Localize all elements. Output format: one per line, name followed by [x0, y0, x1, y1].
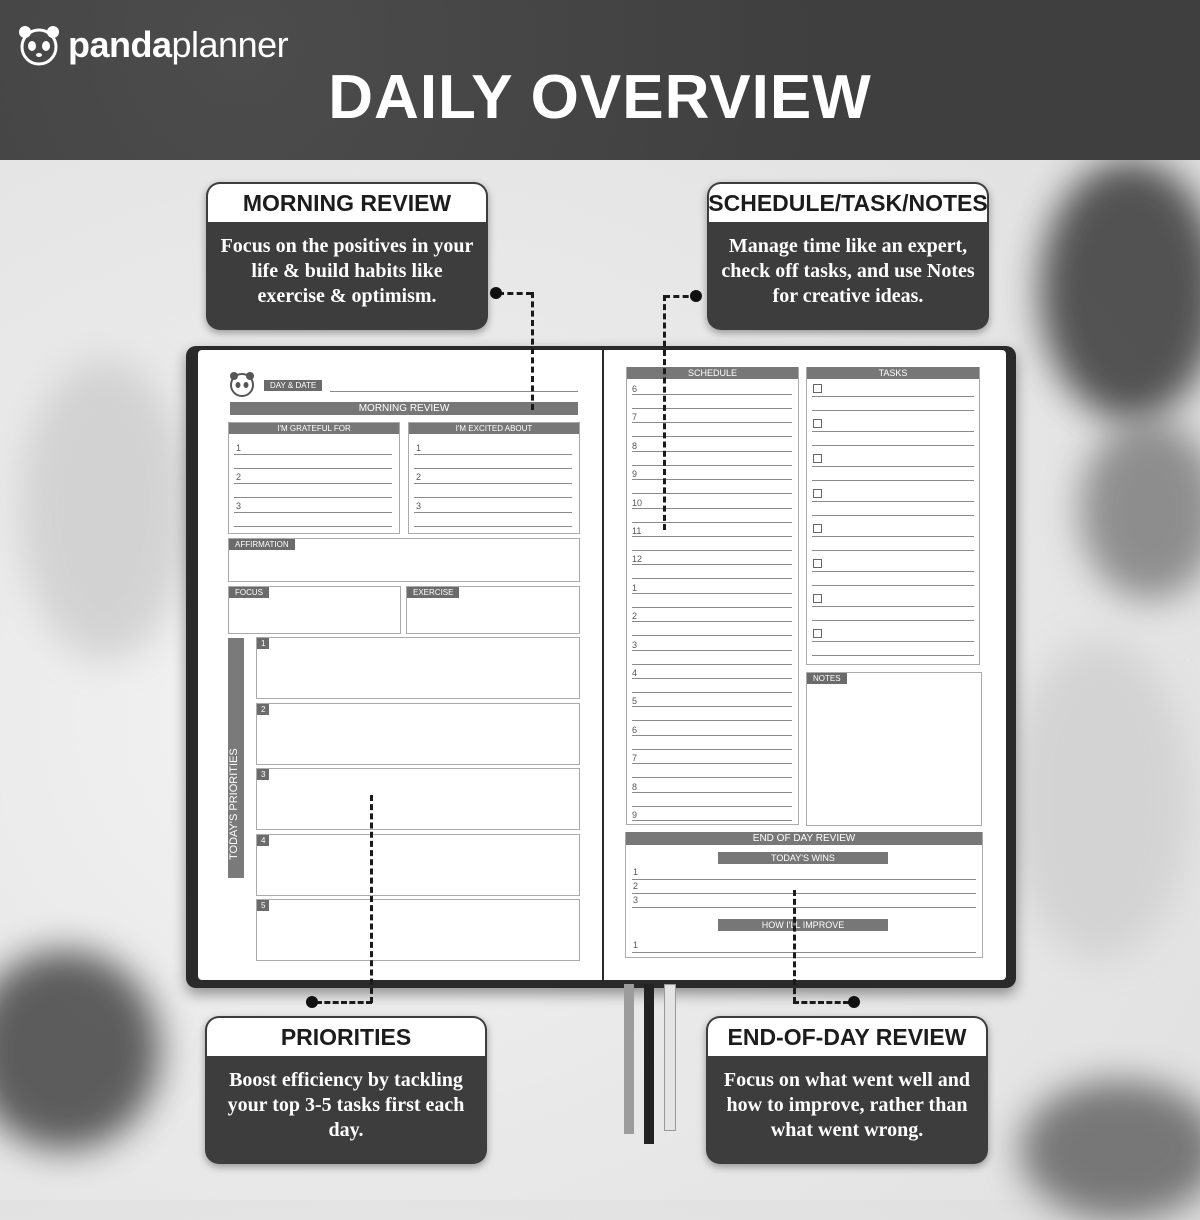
callout-heading: END-OF-DAY REVIEW — [708, 1018, 986, 1056]
tasks-label: TASKS — [807, 367, 979, 379]
schedule-label: SCHEDULE — [627, 367, 798, 379]
line — [234, 526, 392, 527]
task-line — [812, 606, 974, 607]
hour-label: 7 — [632, 412, 638, 423]
callout-body: Boost efficiency by tackling your top 3-5 tasks first each day. — [227, 1069, 465, 1141]
task-checkbox[interactable] — [813, 419, 822, 428]
ribbon-grey — [624, 984, 634, 1134]
ink-splash-top-right — [1040, 160, 1200, 420]
schedule-line — [632, 650, 792, 651]
schedule-line — [632, 536, 792, 537]
hour-label: 11 — [632, 526, 642, 536]
connector-morning-h — [498, 292, 532, 295]
grateful-num-2: 2 — [236, 472, 242, 482]
schedule-line — [632, 607, 792, 608]
task-line — [812, 571, 974, 572]
exercise-label: EXERCISE — [407, 587, 459, 598]
priority-box-2 — [256, 703, 580, 765]
hour-label: 3 — [632, 639, 638, 650]
task-checkbox[interactable] — [813, 559, 822, 568]
improve-band: HOW I'LL IMPROVE — [718, 919, 888, 931]
callout-heading: SCHEDULE/TASK/NOTES — [709, 184, 987, 222]
connector-eod-h — [793, 1001, 849, 1004]
line — [414, 512, 572, 513]
hour-label: 9 — [632, 810, 638, 820]
callout-heading: PRIORITIES — [207, 1018, 485, 1056]
schedule-line — [632, 436, 792, 437]
line — [632, 907, 976, 908]
excited-num-1: 1 — [416, 443, 422, 453]
hour-label: 8 — [632, 440, 638, 451]
hour-label: 7 — [632, 753, 638, 764]
schedule-line — [632, 706, 792, 707]
priorities-label: TODAY'S PRIORITIES — [228, 748, 240, 860]
wins-num-1: 1 — [633, 867, 639, 877]
task-checkbox[interactable] — [813, 524, 822, 533]
connector-dot — [690, 290, 702, 302]
grateful-box — [228, 422, 400, 534]
task-line — [812, 466, 974, 467]
line — [234, 468, 392, 469]
connector-morning-v — [531, 292, 534, 410]
grateful-label: I'M GRATEFUL FOR — [229, 423, 399, 434]
schedule-line — [632, 451, 792, 452]
grateful-num-1: 1 — [236, 443, 242, 453]
schedule-line — [632, 792, 792, 793]
schedule-line — [632, 493, 792, 494]
priority-box-4 — [256, 834, 580, 896]
grateful-num-3: 3 — [236, 501, 242, 511]
priority-num-3: 3 — [257, 769, 269, 780]
line — [234, 454, 392, 455]
schedule-line — [632, 749, 792, 750]
end-of-day-box — [625, 832, 983, 958]
schedule-line — [632, 720, 792, 721]
end-of-day-band: END OF DAY REVIEW — [626, 832, 982, 845]
callout-body: Manage time like an expert, check off tasks, and use Notes for creative ideas. — [721, 235, 975, 307]
ink-splash-bottom-left — [0, 950, 160, 1150]
schedule-line — [632, 394, 792, 395]
hour-label: 1 — [632, 582, 638, 593]
task-line — [812, 501, 974, 502]
task-checkbox[interactable] — [813, 629, 822, 638]
callout-heading: MORNING REVIEW — [208, 184, 486, 222]
hour-label: 10 — [632, 497, 643, 508]
priority-num-1: 1 — [257, 638, 269, 649]
hour-label: 12 — [632, 554, 643, 565]
priority-num-2: 2 — [257, 704, 269, 715]
hour-label: 8 — [632, 781, 638, 792]
schedule-line — [632, 408, 792, 409]
schedule-line — [632, 664, 792, 665]
priority-num-5: 5 — [257, 900, 269, 911]
priority-box-3 — [256, 768, 580, 830]
line — [414, 454, 572, 455]
task-checkbox[interactable] — [813, 489, 822, 498]
callout-body: Focus on what went well and how to improve, rather than what went wrong. — [723, 1069, 971, 1141]
schedule-line — [632, 635, 792, 636]
line — [234, 483, 392, 484]
callout-morning-review — [206, 182, 488, 330]
marble-streak — [20, 360, 190, 660]
schedule-line — [632, 692, 792, 693]
schedule-line — [632, 465, 792, 466]
task-line — [812, 641, 974, 642]
logo-bold: panda — [68, 24, 172, 65]
excited-num-3: 3 — [416, 501, 422, 511]
priority-box-1 — [256, 637, 580, 699]
excited-num-2: 2 — [416, 472, 422, 482]
task-line — [812, 655, 974, 656]
ink-splash-bottom-right — [1020, 1080, 1200, 1220]
line — [414, 497, 572, 498]
wins-num-3: 3 — [633, 895, 639, 905]
day-date-label: DAY & DATE — [264, 380, 322, 391]
hour-label: 5 — [632, 696, 638, 707]
hour-label: 6 — [632, 724, 638, 735]
panda-page-icon — [228, 370, 256, 398]
line — [632, 893, 976, 894]
connector-eod-v — [793, 890, 796, 1003]
schedule-line — [632, 621, 792, 622]
affirmation-label: AFFIRMATION — [229, 539, 295, 550]
hour-label: 9 — [632, 469, 638, 480]
line — [632, 952, 976, 953]
schedule-line — [632, 479, 792, 480]
line — [632, 879, 976, 880]
schedule-line — [632, 550, 792, 551]
line — [234, 497, 392, 498]
connector-priorities-v — [370, 795, 373, 1003]
notes-box — [806, 672, 982, 826]
ribbon-black — [644, 984, 654, 1144]
connector-priorities-h — [316, 1001, 372, 1004]
connector-dot — [306, 996, 318, 1008]
task-line — [812, 515, 974, 516]
connector-dot — [848, 996, 860, 1008]
callout-end-of-day — [706, 1016, 988, 1164]
header-banner — [0, 0, 1200, 160]
schedule-line — [632, 806, 792, 807]
schedule-line — [632, 777, 792, 778]
schedule-line — [632, 678, 792, 679]
priority-box-5 — [256, 899, 580, 961]
callout-schedule — [707, 182, 989, 330]
schedule-line — [632, 578, 792, 579]
schedule-line — [632, 593, 792, 594]
task-line — [812, 620, 974, 621]
page-title: DAILY OVERVIEW — [328, 63, 872, 132]
wins-num-2: 2 — [633, 881, 639, 891]
hour-label: 6 — [632, 384, 638, 394]
task-line — [812, 445, 974, 446]
marble-streak-2 — [1010, 640, 1190, 960]
day-date-line — [330, 391, 578, 392]
callout-priorities — [205, 1016, 487, 1164]
excited-label: I'M EXCITED ABOUT — [409, 423, 579, 434]
schedule-line — [632, 820, 792, 821]
task-checkbox[interactable] — [813, 454, 822, 463]
schedule-line — [632, 564, 792, 565]
task-line — [812, 431, 974, 432]
focus-label: FOCUS — [229, 587, 269, 598]
task-line — [812, 396, 974, 397]
line — [414, 483, 572, 484]
schedule-line — [632, 735, 792, 736]
task-line — [812, 536, 974, 537]
ribbon-white — [664, 984, 676, 1131]
schedule-line — [632, 522, 792, 523]
schedule-line — [632, 422, 792, 423]
line — [414, 526, 572, 527]
task-checkbox[interactable] — [813, 384, 822, 393]
morning-review-band: MORNING REVIEW — [230, 402, 578, 415]
connector-dot — [490, 287, 502, 299]
hour-label: 2 — [632, 611, 638, 622]
line — [414, 468, 572, 469]
task-line — [812, 550, 974, 551]
priority-num-4: 4 — [257, 835, 269, 846]
improve-num-1: 1 — [633, 940, 639, 950]
task-checkbox[interactable] — [813, 594, 822, 603]
logo-light: planner — [171, 24, 289, 65]
hour-label: 4 — [632, 668, 638, 678]
ink-splash-right — [1080, 420, 1200, 600]
task-line — [812, 480, 974, 481]
callout-body: Focus on the positives in your life & build habits like exercise & optimism. — [220, 235, 474, 307]
line — [234, 512, 392, 513]
task-line — [812, 410, 974, 411]
schedule-line — [632, 763, 792, 764]
connector-schedule-v — [663, 295, 666, 530]
excited-box — [408, 422, 580, 534]
notes-label: NOTES — [807, 673, 847, 684]
task-line — [812, 585, 974, 586]
schedule-line — [632, 508, 792, 509]
todays-wins-band: TODAY'S WINS — [718, 852, 888, 864]
